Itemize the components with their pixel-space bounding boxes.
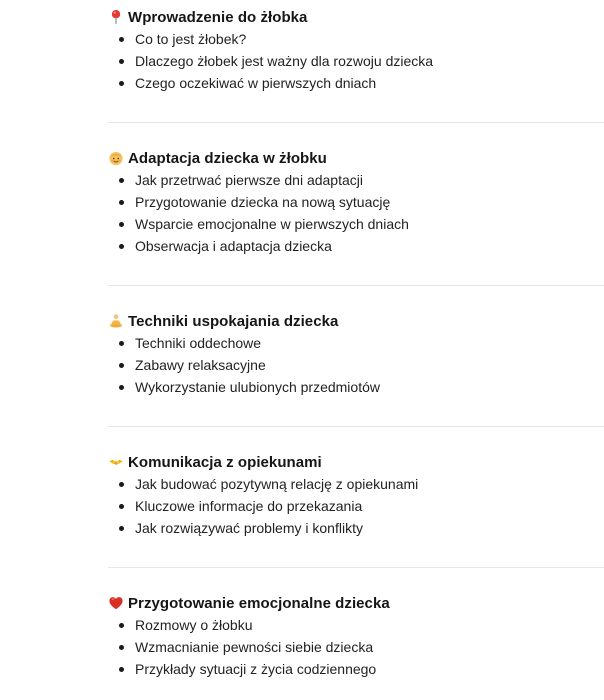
section-heading: [108, 451, 604, 473]
section-heading: [108, 310, 604, 332]
section-divider: [108, 122, 604, 123]
list-item: Zabawy relaksacyjne: [108, 354, 604, 376]
section-adaptacja: [108, 147, 604, 257]
list-item: Przygotowanie dziecka na nową sytuację: [108, 191, 604, 213]
section-techniki: [108, 310, 604, 398]
red-heart-icon: [108, 595, 124, 611]
section-list: [108, 614, 604, 680]
list-item: Wzmacnianie pewności siebie dziecka: [108, 636, 604, 658]
section-list: [108, 332, 604, 398]
list-item: Czego oczekiwać w pierwszych dniach: [108, 72, 604, 94]
section-przygotowanie: [108, 592, 604, 680]
list-item: Jak budować pozytywną relację z opiekunami: [108, 473, 604, 495]
list-item: Co to jest żłobek?: [108, 28, 604, 50]
section-wprowadzenie: [108, 6, 604, 94]
list-item: Obserwacja i adaptacja dziecka: [108, 235, 604, 257]
section-heading: [108, 147, 604, 169]
section-title: Komunikacja z opiekunami: [128, 453, 322, 471]
list-item: Przykłady sytuacji z życia codziennego: [108, 658, 604, 680]
section-heading: [108, 592, 604, 614]
section-divider: [108, 567, 604, 568]
section-divider: [108, 426, 604, 427]
section-list: [108, 28, 604, 94]
list-item: Kluczowe informacje do przekazania: [108, 495, 604, 517]
section-divider: [108, 285, 604, 286]
section-heading: [108, 6, 604, 28]
handshake-icon: [108, 454, 124, 470]
section-title: Adaptacja dziecka w żłobku: [128, 149, 327, 167]
baby-face-icon: [108, 150, 124, 166]
list-item: Wsparcie emocjonalne w pierwszych dniach: [108, 213, 604, 235]
list-item: Rozmowy o żłobku: [108, 614, 604, 636]
section-list: [108, 473, 604, 539]
list-item: Jak przetrwać pierwsze dni adaptacji: [108, 169, 604, 191]
section-list: [108, 169, 604, 257]
section-komunikacja: [108, 451, 604, 539]
section-title: Wprowadzenie do żłobka: [128, 8, 308, 26]
list-item: Wykorzystanie ulubionych przedmiotów: [108, 376, 604, 398]
list-item: Techniki oddechowe: [108, 332, 604, 354]
person-in-lotus-position-icon: [108, 313, 124, 329]
list-item: Dlaczego żłobek jest ważny dla rozwoju dziecka: [108, 50, 604, 72]
section-title: Techniki uspokajania dziecka: [128, 312, 339, 330]
round-pushpin-icon: [108, 9, 124, 25]
section-title: Przygotowanie emocjonalne dziecka: [128, 594, 390, 612]
list-item: Jak rozwiązywać problemy i konflikty: [108, 517, 604, 539]
